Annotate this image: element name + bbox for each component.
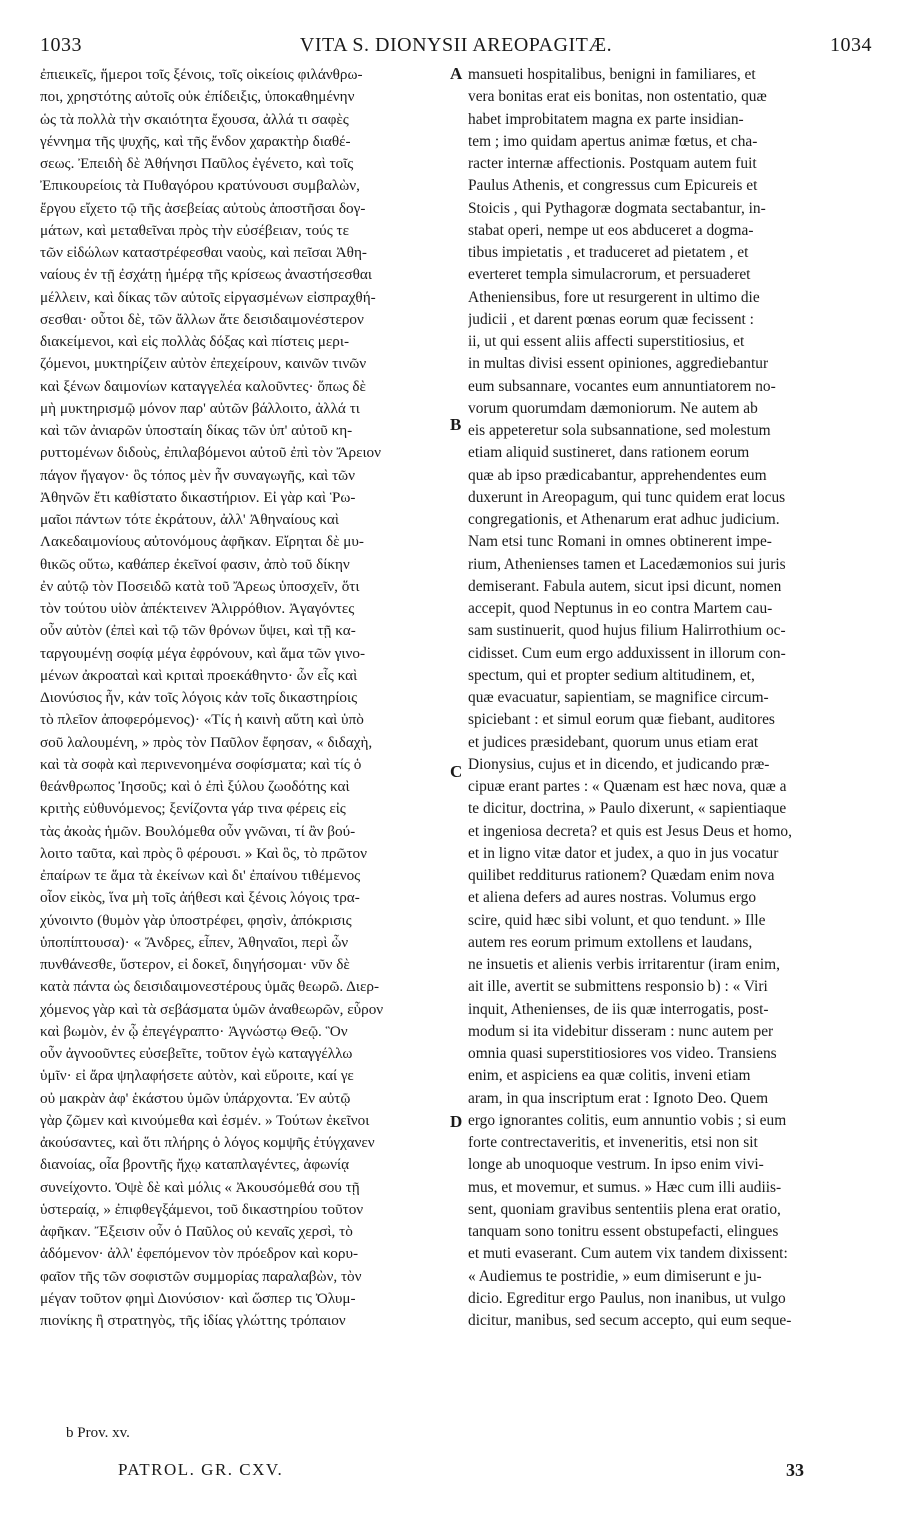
latin-text-line: tem ; imo quidam apertus animæ fœtus, et cha- xyxy=(468,132,758,150)
greek-text-line: πάγον ἤγαγον· ὃς τόπος μὲν ἦν συναγωγῆς, καὶ τῶν xyxy=(40,466,356,484)
latin-text-line: tanquam sono tonitru essent obstupefacti, elingues xyxy=(468,1223,779,1240)
latin-text-column xyxy=(468,64,877,1332)
greek-text-line: μαῖοι πάντων τότε ἐκράτουν, ἀλλ' Ἀθηναίους καὶ xyxy=(40,511,339,528)
page-number-right: 1034 xyxy=(830,34,872,56)
greek-text-line: ὑμῖν· εἰ ἄρα ψηλαφήσετε αὐτὸν, καὶ εὕροιτε, καί γε xyxy=(40,1067,354,1085)
greek-text-line: ὑστεραίᾳ, » ἐπιφθεγξάμενοι, τοῦ δικαστηρίου τοῦτον xyxy=(40,1200,364,1218)
latin-text-line: habet improbitatem magna ex parte insidian- xyxy=(468,110,744,128)
page-number-left: 1033 xyxy=(40,34,82,56)
greek-text-line: λοιτο ταῦτα, καὶ πρὸς ὃ φέρουσι. » Καὶ ὃς, τὸ πρῶτον xyxy=(40,844,368,862)
latin-text-line: accepit, quod Neptunus in eo contra Martem cau- xyxy=(468,600,773,617)
latin-text-line: quæ evacuatur, sapientiam, se magnifice circum- xyxy=(468,689,769,706)
latin-text-line: eum subsannare, vocantes eum annuntiatorem no- xyxy=(468,377,776,395)
greek-text-line: τῶν εἰδώλων καταστρέφεσθαι ναοὺς, καὶ πεῖσαι Ἀθη- xyxy=(40,244,367,261)
latin-text-line: dicitur, manibus, sed secum accepto, qui eum seque- xyxy=(468,1312,792,1329)
latin-text-line: aram, in qua inscriptum erat : Ignoto Deo. Quem xyxy=(468,1089,769,1107)
greek-text-line: φαῖον τῆς τῶν σοφιστῶν συμμορίας παραλαβὼν, τὸν xyxy=(40,1267,362,1285)
greek-text-line: σεως. Ἐπειδὴ δὲ Ἀθήνησι Παῦλος ἐγένετο, καὶ τοῖς xyxy=(40,155,354,172)
latin-text-line: spiciebant : et simul eorum quæ fiebant, auditores xyxy=(468,711,775,729)
latin-text-line: quæ ab ipso prædicabantur, apprehendentes eum xyxy=(468,466,767,484)
greek-text-line: τὸν τούτου υἱὸν ἀπέκτεινεν Ἁλιρρόθιον. Ἀγαγόντες xyxy=(40,600,355,617)
latin-text-line: et muti evaserant. Cum autem vix tandem dixissent: xyxy=(468,1245,788,1263)
greek-text-line: ναίους ἐν τῇ ἐσχάτῃ ἡμέρᾳ τῆς κρίσεως ἀναστήσεσθαι xyxy=(40,266,372,284)
latin-text-line: autem res eorum primum extollens et laudans, xyxy=(468,933,753,951)
latin-text-line: cidisset. Cum eum ergo adduxissent in illorum con- xyxy=(468,644,786,662)
latin-text-line: ii, ut qui essent aliis affecti superstitiosius, et xyxy=(468,333,745,350)
latin-text-line: « Audiemus te postridie, » eum dimiserunt e ju- xyxy=(468,1267,762,1285)
latin-text-line: et ingeniosa decreta? et quis est Jesus Deus et homo, xyxy=(468,822,792,840)
greek-text-line: ὑποπίπτουσα)· « Ἄνδρες, εἶπεν, Ἀθηναῖοι, περὶ ὧν xyxy=(40,933,349,951)
greek-text-line: γὰρ ζῶμεν καὶ κινούμεθα καὶ ἐσμέν. » Τούτων ἐκεῖνοι xyxy=(40,1111,370,1129)
latin-text-line: judicii , et darent pœnas eorum quæ fecissent : xyxy=(468,310,754,328)
greek-text-line: ἀφῆκαν. Ἔξεισιν οὖν ὁ Παῦλος οὐ κεναῖς χερσὶ, τὸ xyxy=(40,1223,353,1240)
latin-text-line: etiam aliquid sustineret, dans rationem eorum xyxy=(468,444,750,462)
latin-text-line: duxerunt in Areopagum, qui tunc quidem erat locus xyxy=(468,488,786,506)
greek-text-line: ποι, χρηστότης αὐτοῖς οὐκ ἐπίδειξις, ὑποκαθημένην xyxy=(40,88,355,106)
greek-text-line: μέλλειν, καὶ δίκας τῶν αὐτοῖς εἰργασμένων εἰσπραχθή- xyxy=(40,288,376,306)
section-marker-c: C xyxy=(450,762,463,781)
footer-signature-number: 33 xyxy=(786,1460,804,1480)
greek-text-line: πιονίκης ἢ στρατηγὸς, τῆς ἰδίας γλώττης τρόπαιον xyxy=(40,1312,346,1329)
greek-text-line: Ἐπικουρείοις τὰ Πυθαγόρου κρατύνουσι συμβαλὼν, xyxy=(40,177,360,195)
latin-text-line: et in ligno vitæ dator et judex, a quo in jus vocatur xyxy=(468,844,779,862)
latin-text-line: inquit, Athenienses, de iis quæ interrogatis, post- xyxy=(468,1000,769,1018)
latin-text-line: mus, et movemur, et sumus. » Hæc cum illi audiis- xyxy=(468,1178,782,1196)
page-header xyxy=(40,34,872,60)
greek-text-line: μὴ μυκτηρισμῷ μόνον παρ' αὐτῶν βάλλοιτο, ἀλλά τι xyxy=(40,399,360,417)
latin-text-line: Stoicis , qui Pythagoræ dogmata sectabantur, in- xyxy=(468,199,766,217)
latin-text-line: Atheniensibus, fore ut resurgerent in ultimo die xyxy=(468,288,760,306)
greek-text-line: Διονύσιος ἦν, κἀν τοῖς λόγοις κἀν τοῖς δικαστηρίοις xyxy=(40,689,358,706)
latin-text-line: Nam etsi tunc Romani in omnes obtinerent impe- xyxy=(468,533,772,551)
greek-text-column xyxy=(40,64,458,1332)
greek-text-line: ζόμενοι, μυκτηρίζειν αὐτὸν ἐπεχείρουν, καινῶν τινῶν xyxy=(40,355,367,373)
latin-text-line: scire, quid hæc sibi volunt, et quo tendunt. » Ille xyxy=(468,911,766,929)
greek-text-line: ἐν αὐτῷ τὸν Ποσειδῶ κατὰ τοῦ Ἄρεως ὑποσχεῖν, ὅτι xyxy=(40,577,360,595)
greek-text-line: καὶ τὰ σοφὰ καὶ περινενοημένα σοφίσματα; καὶ τίς ὁ xyxy=(40,755,362,773)
footer-series-label: PATROL. GR. CXV. xyxy=(118,1460,284,1479)
greek-text-line: κατὰ πάντα ὡς δεισιδαιμονεστέρους ὑμᾶς θεωρῶ. Διερ- xyxy=(40,978,380,996)
latin-text-line: cipuæ erant partes : « Quænam est hæc nova, quæ a xyxy=(468,778,787,795)
latin-text-line: omnia quasi superstitiosiores vos video. Transiens xyxy=(468,1045,777,1062)
greek-text-line: καὶ ξένων δαιμονίων καταγγελέα καλοῦντες· ὅπως δὲ xyxy=(40,377,366,395)
latin-text-line: racter internæ affectionis. Postquam autem fuit xyxy=(468,155,757,172)
greek-text-line: τὰς ἀκοὰς ἡμῶν. Βουλόμεθα οὖν γνῶναι, τί ἂν βού- xyxy=(40,822,356,840)
greek-text-line: οἷον εἰκὸς, ἵνα μὴ τοῖς ἀήθεσι καὶ ξένοις λόγοις τρα- xyxy=(40,889,360,907)
greek-text-line: ἀδόμενον· ἀλλ' ἐφεπόμενον τὸν πρόεδρον καὶ κορυ- xyxy=(40,1245,359,1263)
latin-text-line: congregationis, et Athenarum erat adhuc judicium. xyxy=(468,511,780,528)
greek-text-line: γέννημα τῆς ψυχῆς, καὶ τῆς ἔνδον χαρακτὴρ διαθέ- xyxy=(40,132,351,150)
greek-text-line: ἀκούσαντες, καὶ ὅτι πλήρης ὁ λόγος κομψῆς ἐτύγχανεν xyxy=(40,1134,375,1151)
greek-text-line: σεσθαι· οὗτοι δὲ, τῶν ἄλλων ἅτε δεισιδαιμονέστερον xyxy=(40,310,364,328)
latin-text-line: demiserant. Fabula autem, sicut ipsi dicunt, nomen xyxy=(468,577,782,595)
greek-text-line: διανοίας, οἷα βροντῆς ἤχῳ καταπλαγέντες, ἀφωνίᾳ xyxy=(40,1156,350,1174)
latin-text-line: spectum, qui et propter sedium altitudinem, et, xyxy=(468,666,755,684)
latin-text-line: Dionysius, cujus et in dicendo, et judicando præ- xyxy=(468,755,770,773)
greek-text-line: ὡς τὰ πολλὰ τὴν σκαιότητα ἔχουσα, ἀλλά τι σαφὲς xyxy=(40,110,349,128)
latin-text-line: ne insuetis et alienis verbis irritarentur (iram enim, xyxy=(468,956,780,973)
latin-text-line: enim, et aspiciens ea quæ colitis, inveni etiam xyxy=(468,1067,751,1085)
latin-text-line: stabat operi, nempe ut eos abduceret a dogma- xyxy=(468,221,754,239)
section-marker-a: A xyxy=(450,64,463,83)
greek-text-line: ἐπαίρων τε ἅμα τὰ ἐκείνων καὶ δι' ἐπαίνου τιθέμενος xyxy=(40,867,361,884)
latin-text-line: tibus impietatis , et traduceret ad pietatem , et xyxy=(468,244,749,261)
latin-text-line: quilibet redditurus rationem? Quædam enim nova xyxy=(468,867,775,884)
latin-text-line: Paulus Athenis, et congressus cum Epicureis et xyxy=(468,177,758,195)
latin-text-line: modum si ita videbitur disseram : nunc autem per xyxy=(468,1022,774,1040)
greek-text-line: οὖν αὐτὸν (ἐπεὶ καὶ τῷ τῶν θρόνων ὕψει, καὶ τῇ κα- xyxy=(40,622,356,640)
latin-text-line: forte contrectaveritis, et inveneritis, etsi non sit xyxy=(468,1134,758,1151)
greek-text-line: συνείχοντο. Ὀψὲ δὲ καὶ μόλις « Ἀκουσόμεθά σου τῇ xyxy=(40,1178,360,1196)
greek-text-line: ρυττομένων διδοὺς, ἐπιλαβόμενοι αὐτοῦ ἐπὶ τὸν Ἄρειον xyxy=(40,444,381,462)
greek-text-line: θικῶς οὕτω, καθάπερ ἐκεῖνοί φασιν, ἀπὸ τοῦ δίκην xyxy=(40,555,350,573)
greek-text-line: καὶ βωμὸν, ἐν ᾧ ἐπεγέγραπτο· Ἀγνώστῳ Θεῷ. Ὃν xyxy=(40,1022,348,1040)
latin-text-line: sent, quoniam gravibus sententiis plena erat oratio, xyxy=(468,1200,781,1218)
latin-text-line: sam sustinuerit, quod hujus filium Halirrothium oc- xyxy=(468,622,786,640)
greek-text-line: τὸ πλεῖον ἀποφερόμενος)· «Τίς ἡ καινὴ αὕτη καὶ ὑπὸ xyxy=(40,711,364,729)
greek-text-line: πυνθάνεσθε, ὕστερον, εἰ δοκεῖ, διηγήσομαι· νῦν δὲ xyxy=(40,956,350,973)
greek-text-line: μέγαν τοῦτον φημὶ Διονύσιον· καὶ ὥσπερ τις Ὀλυμ- xyxy=(40,1289,356,1307)
greek-text-line: Ἀθηνῶν ἔτι καθίστατο δικαστήριον. Εἰ γὰρ καὶ Ῥω- xyxy=(40,488,356,506)
latin-text-line: vorum quorumdam dæmoniorum. Ne autem ab xyxy=(468,399,758,417)
latin-text-line: rium, Athenienses tamen et Lacedæmonios sui juris xyxy=(468,555,786,573)
greek-text-line: ἔργου εἴχετο τῷ τῆς ἀσεβείας αὐτοὺς ἀποστῆσαι δογ- xyxy=(40,199,366,217)
latin-text-line: et aliena defers ad aures nostras. Volumus ergo xyxy=(468,889,757,907)
latin-text-line: dicio. Egreditur ergo Paulus, non inanibus, ut vulgo xyxy=(468,1289,786,1307)
greek-text-line: μάτων, καὶ μεταθεῖναι πρὸς τὴν εὐσέβειαν, τούς τε xyxy=(40,221,349,239)
latin-text-line: in multas divisi essent opiniones, aggrediebantur xyxy=(468,355,769,373)
greek-text-line: Λακεδαιμονίους αὐτονόμους ἀφῆκαν. Εἴρηται δὲ μυ- xyxy=(40,533,364,551)
greek-text-line: ἐπιεικεῖς, ἥμεροι τοῖς ξένοις, τοῖς οἰκείοις φιλάνθρω- xyxy=(40,66,363,83)
section-marker-d: D xyxy=(450,1112,463,1131)
greek-text-line: ταργουμένῃ σοφίᾳ μέγα ἐφρόνουν, καὶ ἅμα τῶν γινο- xyxy=(40,644,366,662)
footnote: b Prov. xv. xyxy=(66,1425,130,1441)
section-marker-b: B xyxy=(450,415,462,434)
greek-text-line: θεάνθρωπος Ἰησοῦς; καὶ ὁ ἐπὶ ξύλου ζωοδότης καὶ xyxy=(40,778,350,795)
latin-text-line: ait ille, avertit se submittens responsio b) : « Viri xyxy=(468,978,768,996)
latin-text-line: eis appeteretur sola subsannatione, sed molestum xyxy=(468,422,771,439)
latin-text-line: te dicitur, doctrina, » Paulo dixerunt, « sapientiaque xyxy=(468,800,787,818)
greek-text-line: διακείμενοι, καὶ εἰς πολλὰς δόξας καὶ πίστεις μερι- xyxy=(40,333,350,350)
running-title: VITA S. DIONYSII AREOPAGITÆ. xyxy=(299,34,613,56)
greek-text-line: χόμενος γὰρ καὶ τὰ σεβάσματα ὑμῶν ἀναθεωρῶν, εὗρον xyxy=(40,1000,384,1018)
latin-text-line: ergo ignorantes colitis, eum annuntio vobis ; si eum xyxy=(468,1111,787,1129)
latin-text-line: mansueti hospitalibus, benigni in familiares, et xyxy=(468,66,756,83)
latin-text-line: everteret templa simulacrorum, et persuaderet xyxy=(468,266,751,284)
greek-text-line: χύνοιντο (θυμὸν γὰρ ὑποστρέφει, φησὶν, ἀπόκρισις xyxy=(40,911,352,929)
greek-text-line: σοῦ λαλουμένη, » πρὸς τὸν Παῦλον ἔφησαν, « διδαχὴ, xyxy=(40,733,373,751)
latin-text-line: et judices præsidebant, quorum unus etiam erat xyxy=(468,733,759,751)
latin-text-line: vera bonitas erat eis bonitas, non ostentatio, quæ xyxy=(468,88,767,106)
greek-text-line: κριτὴς εὐθυνόμενος; ξενίζοντα γάρ τινα φέρεις εἰς xyxy=(40,800,346,818)
greek-text-line: μένων ἀκροαταὶ καὶ κριταὶ προεκάθηντο· ὧν εἷς καὶ xyxy=(40,666,358,684)
greek-text-line: οὐ μακρὰν ἀφ' ἑκάστου ὑμῶν ὑπάρχοντα. Ἐν αὐτῷ xyxy=(40,1089,351,1107)
latin-text-line: longe ab unoquoque vestrum. In ipso enim vivi- xyxy=(468,1156,764,1174)
greek-text-line: καὶ τῶν ἀνιαρῶν ὑποσταίη δίκας τῶν ὑπ' αὐτοῦ κη- xyxy=(40,422,353,439)
greek-text-line: οὖν ἀγνοοῦντες εὐσεβεῖτε, τοῦτον ἐγὼ καταγγέλλω xyxy=(40,1045,353,1062)
